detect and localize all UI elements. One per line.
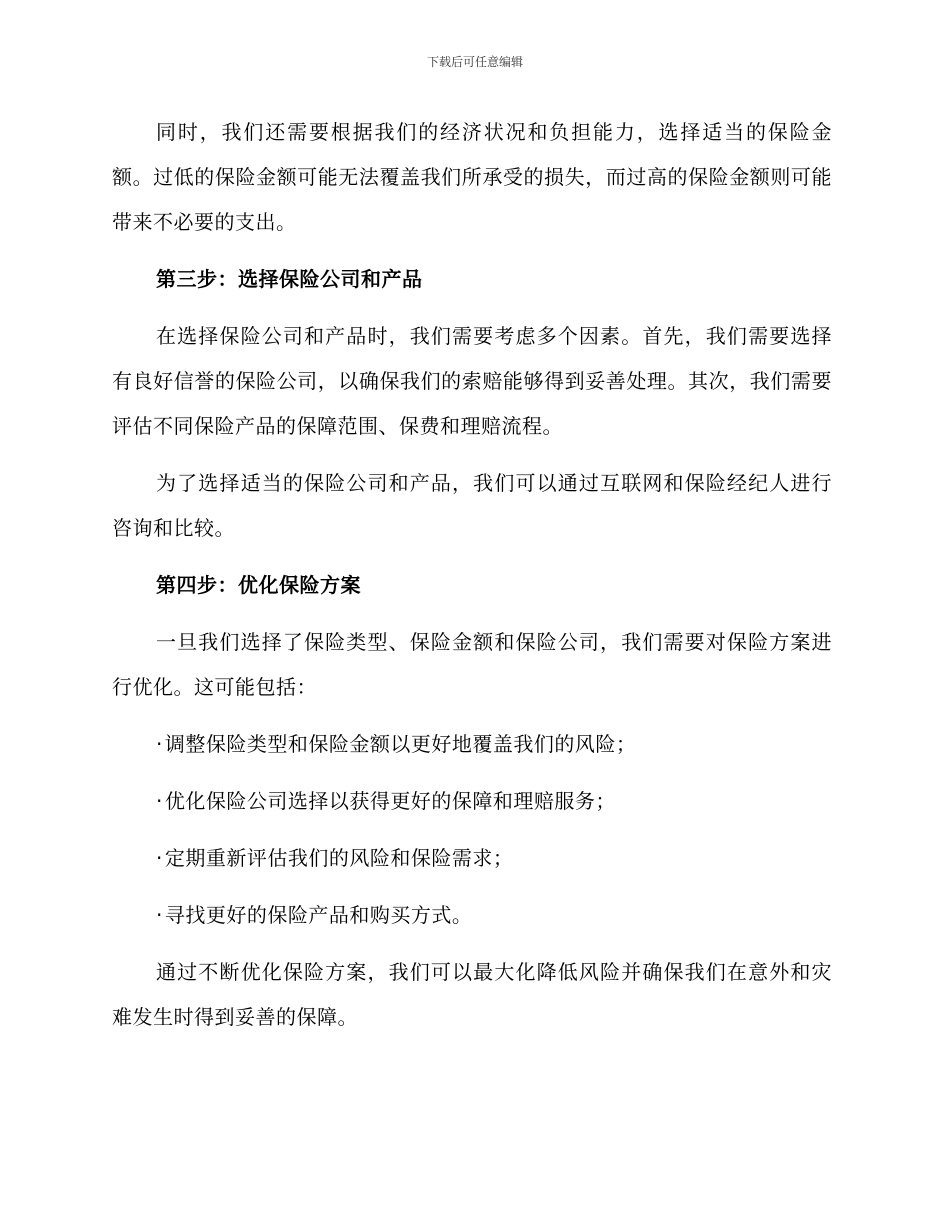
list-item-text: 优化保险公司选择以获得更好的保障和理赔服务；: [164, 789, 616, 813]
paragraph-conclusion: 通过不断优化保险方案，我们可以最大化降低风险并确保我们在意外和灾难发生时得到妥善的保障。: [112, 960, 832, 1029]
paragraph-choose-company: 在选择保险公司和产品时，我们需要考虑多个因素。首先，我们需要选择有良好信誉的保险公司，以确保我们的索赔能够得到妥善处理。其次，我们需要评估不同保险产品的保障范围、保费和理赔流程。: [112, 324, 832, 438]
bullet-marker: ·: [156, 789, 163, 813]
bullet-marker: ·: [156, 732, 163, 756]
list-item-text: 寻找更好的保险产品和购买方式。: [164, 903, 473, 927]
section-heading-step-3: 第三步：选择保险公司和产品: [156, 267, 423, 291]
list-item-text: 调整保险类型和保险金额以更好地覆盖我们的风险；: [164, 732, 637, 756]
bullet-marker: ·: [156, 903, 163, 927]
paragraph-insurance-amount: 同时，我们还需要根据我们的经济状况和负担能力，选择适当的保险金额。过低的保险金额可能无法覆盖我们所承受的损失，而过高的保险金额则可能带来不必要的支出。: [112, 120, 832, 234]
paragraph-optimize-intro: 一旦我们选择了保险类型、保险金额和保险公司，我们需要对保险方案进行优化。这可能包括：: [112, 630, 832, 699]
list-item: [112, 836, 832, 881]
list-item-text: 定期重新评估我们的风险和保险需求；: [164, 846, 514, 870]
document-body: [112, 110, 832, 1052]
bullet-marker: ·: [156, 846, 163, 870]
list-item: [112, 722, 832, 767]
page-header: 下载后可任意编辑: [426, 55, 523, 69]
list-item: [112, 893, 832, 938]
section-heading-step-4: 第四步：优化保险方案: [156, 573, 361, 597]
list-item: [112, 779, 832, 824]
paragraph-consult-compare: 为了选择适当的保险公司和产品，我们可以通过互联网和保险经纪人进行咨询和比较。: [112, 471, 832, 540]
